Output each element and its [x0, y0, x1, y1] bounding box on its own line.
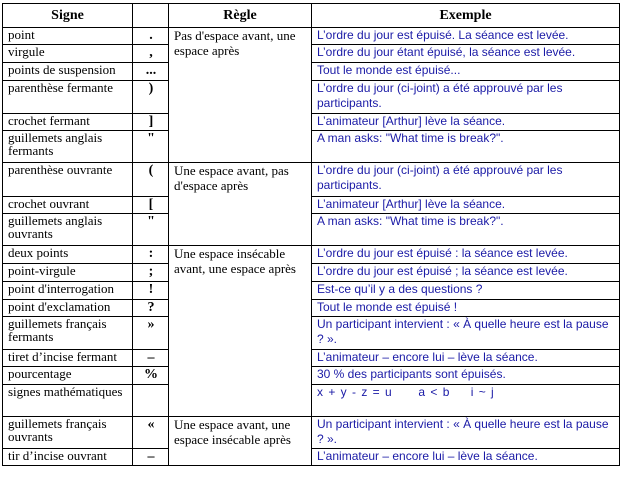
sign-char: ) — [133, 81, 169, 114]
table-row — [3, 163, 620, 197]
sign-char: ... — [133, 63, 169, 81]
sign-char: ( — [133, 163, 169, 197]
sign-name: point — [3, 28, 133, 45]
sign-char: ; — [133, 264, 169, 282]
table-row — [3, 45, 620, 63]
example-cell: L’animateur [Arthur] lève la séance. — [312, 114, 620, 131]
sign-char: – — [133, 449, 169, 466]
table-row — [3, 350, 620, 367]
example-cell: Tout le monde est épuisé... — [312, 63, 620, 81]
punctuation-rules-table — [2, 3, 620, 466]
example-cell: A man asks: "What time is break?". — [312, 214, 620, 246]
sign-char: ? — [133, 300, 169, 317]
table-row — [3, 417, 620, 449]
table-row — [3, 197, 620, 214]
sign-char: " — [133, 214, 169, 246]
sign-name: crochet ouvrant — [3, 197, 133, 214]
header-row — [3, 4, 620, 28]
sign-name: crochet fermant — [3, 114, 133, 131]
sign-char: " — [133, 131, 169, 163]
table-row — [3, 214, 620, 246]
sign-name: tiret d’incise fermant — [3, 350, 133, 367]
sign-name: point-virgule — [3, 264, 133, 282]
sign-name: virgule — [3, 45, 133, 63]
rule-cell: Une espace insécable avant, une espace après — [169, 246, 312, 417]
header-rule: Règle — [169, 4, 312, 28]
example-cell: L’animateur – encore lui – lève la séance. — [312, 449, 620, 466]
example-cell: Est-ce qu’il y a des questions ? — [312, 282, 620, 300]
sign-name: guillemets anglais ouvrants — [3, 214, 133, 246]
sign-name: guillemets français fermants — [3, 317, 133, 350]
example-cell: 30 % des participants sont épuisés. — [312, 367, 620, 385]
table-row — [3, 131, 620, 163]
sign-char: ] — [133, 114, 169, 131]
sign-char: « — [133, 417, 169, 449]
table-row — [3, 300, 620, 317]
sign-name: point d'exclamation — [3, 300, 133, 317]
sign-name: pourcentage — [3, 367, 133, 385]
table-row — [3, 282, 620, 300]
rule-cell: Une espace avant, une espace insécable après — [169, 417, 312, 466]
sign-char: [ — [133, 197, 169, 214]
example-cell: Un participant intervient : « À quelle heure est la pause ? ». — [312, 317, 620, 350]
rule-cell: Pas d'espace avant, une espace après — [169, 28, 312, 163]
sign-char: % — [133, 367, 169, 385]
example-cell: L’ordre du jour est épuisé : la séance est levée. — [312, 246, 620, 264]
table-row — [3, 317, 620, 350]
table-row — [3, 63, 620, 81]
example-cell: A man asks: "What time is break?". — [312, 131, 620, 163]
table-row — [3, 28, 620, 45]
sign-name: tir d’incise ouvrant — [3, 449, 133, 466]
table-row — [3, 81, 620, 114]
rule-cell: Une espace avant, pas d'espace après — [169, 163, 312, 246]
sign-char: . — [133, 28, 169, 45]
example-cell: L’animateur [Arthur] lève la séance. — [312, 197, 620, 214]
sign-name: deux points — [3, 246, 133, 264]
table-row — [3, 449, 620, 466]
example-cell: L’ordre du jour est épuisé. La séance est levée. — [312, 28, 620, 45]
sign-name: parenthèse fermante — [3, 81, 133, 114]
example-cell: L’ordre du jour étant épuisé, la séance est levée. — [312, 45, 620, 63]
example-cell: Tout le monde est épuisé ! — [312, 300, 620, 317]
sign-name: signes mathématiques — [3, 385, 133, 417]
example-cell: L’animateur – encore lui – lève la séance. — [312, 350, 620, 367]
example-cell: L’ordre du jour (ci-joint) a été approuvé par les participants. — [312, 163, 620, 197]
sign-name: guillemets français ouvrants — [3, 417, 133, 449]
sign-char: » — [133, 317, 169, 350]
sign-char: : — [133, 246, 169, 264]
example-cell: L’ordre du jour est épuisé ; la séance est levée. — [312, 264, 620, 282]
example-cell: x + y - z = u a < b i ~ j — [312, 385, 620, 417]
header-example: Exemple — [312, 4, 620, 28]
sign-name: parenthèse ouvrante — [3, 163, 133, 197]
sign-name: point d'interrogation — [3, 282, 133, 300]
table-row — [3, 264, 620, 282]
sign-name: points de suspension — [3, 63, 133, 81]
header-sign: Signe — [3, 4, 133, 28]
sign-name: guillemets anglais fermants — [3, 131, 133, 163]
table-row — [3, 114, 620, 131]
table-row — [3, 367, 620, 385]
sign-char: – — [133, 350, 169, 367]
sign-char — [133, 385, 169, 417]
sign-char: ! — [133, 282, 169, 300]
header-char — [133, 4, 169, 28]
example-cell: L’ordre du jour (ci-joint) a été approuvé par les participants. — [312, 81, 620, 114]
table-row — [3, 385, 620, 417]
example-cell: Un participant intervient : « À quelle heure est la pause ? ». — [312, 417, 620, 449]
sign-char: , — [133, 45, 169, 63]
table-row — [3, 246, 620, 264]
